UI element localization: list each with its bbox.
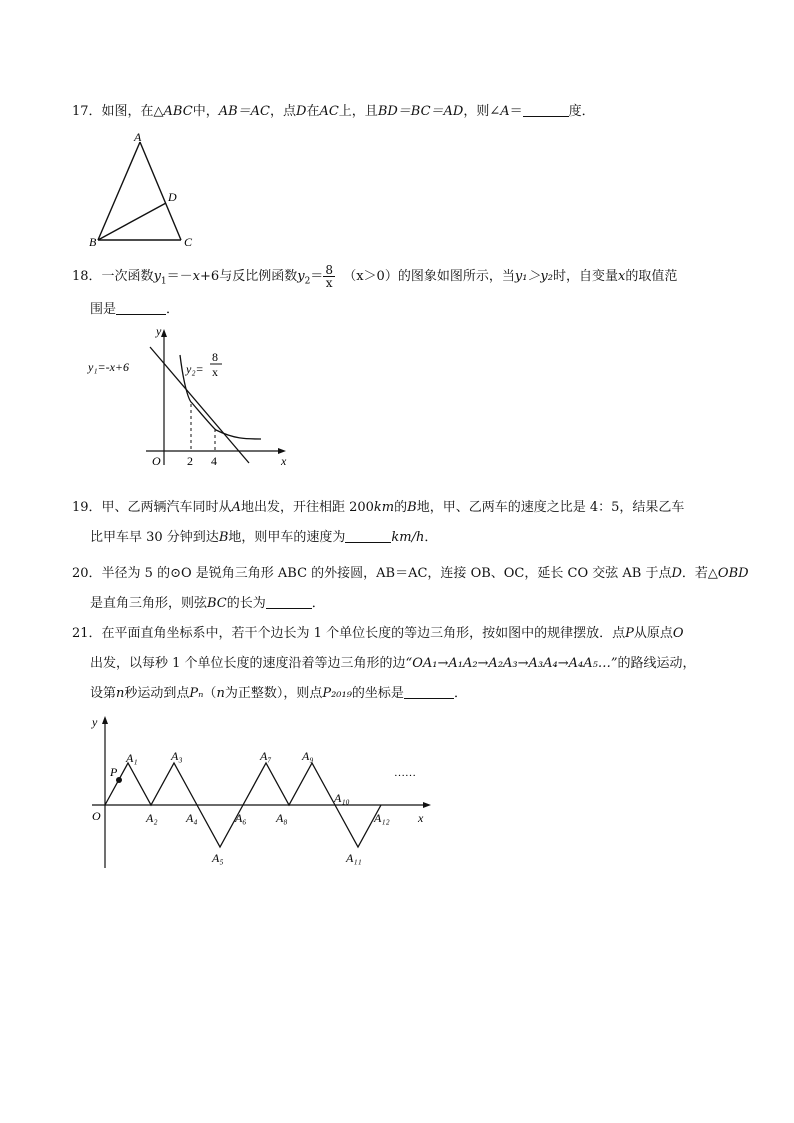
label-a2: A₂ (146, 811, 158, 825)
tick-4-label: 4 (211, 454, 217, 468)
question-18-line-1: 18．一次函数$y_1=-x+6$与反比例函数$y_2=$ $\frac{8}{x}$ （x＞0）的图象如图所示，当y₁＞y₂时，自变量x的取值范 (72, 263, 678, 290)
curve-label-den: x (212, 365, 218, 379)
vertex-d-label: D (168, 190, 177, 204)
question-19-line-2: 比甲车早 30 分钟到达B地，则甲车的速度为 km/h． (90, 530, 438, 545)
question-20-line-1: 20．半径为 5 的⊙O 是锐角三角形 ABC 的外接圆，AB＝AC，连接 OB、OC，延长 CO 交弦 AB 于点D．若△OBD (72, 566, 749, 581)
y-axis-label: y (92, 715, 98, 729)
label-a3: A₃ (171, 749, 183, 763)
tick-2-label: 2 (187, 454, 193, 468)
question-17-line-1: 17．如图，在△ABC中，AB＝AC，点D在AC上，且BD＝BC＝AD，则∠A＝ 度． (72, 104, 595, 119)
triangle-path-figure (88, 712, 438, 872)
label-a6: A₆ (235, 811, 247, 825)
dots-label: …… (394, 767, 416, 779)
label-a4: A₄ (186, 811, 198, 825)
point-p-label: P (110, 765, 118, 779)
vertex-c-label: C (184, 235, 193, 249)
answer-blank[interactable] (116, 302, 166, 315)
label-a7: A₇ (260, 749, 272, 763)
answer-blank[interactable] (523, 104, 569, 117)
vertex-a-label: A (134, 130, 142, 144)
label-a11: A₁₁ (346, 851, 362, 865)
question-number: 18 (72, 269, 89, 284)
triangle-figure (88, 128, 198, 252)
question-20-line-2: 是直角三角形，则弦BC的长为 ． (90, 596, 325, 611)
label-a8: A₈ (276, 811, 288, 825)
curve-label-num: 8 (212, 350, 218, 364)
fraction-8-over-x: $\frac{8}{x}$ (325, 263, 333, 290)
question-number: 20 (72, 566, 89, 581)
x-axis-label: x (281, 454, 287, 468)
label-a1: A₁ (126, 751, 138, 765)
question-21-line-3: 设第n秒运动到点Pₙ（n为正整数），则点P₂₀₁₉的坐标是 ． (90, 686, 467, 701)
x-axis-label: x (418, 811, 424, 825)
question-number: 19 (72, 500, 89, 515)
label-a10: A₁₀ (334, 791, 350, 805)
question-number: 21 (72, 626, 89, 641)
label-a5: A₅ (212, 851, 224, 865)
origin-label: O (152, 454, 161, 468)
answer-blank[interactable] (345, 530, 391, 543)
question-18-line-2: 围是 ． (90, 302, 180, 317)
label-a12: A₁₂ (374, 811, 390, 825)
question-21-line-1: 21．在平面直角坐标系中，若干个边长为 1 个单位长度的等边三角形，按如图中的规律摆放．点P从原点O (72, 626, 684, 641)
answer-blank[interactable] (266, 596, 312, 609)
curve-label-y2: y₂= (186, 362, 204, 376)
answer-blank[interactable] (404, 686, 454, 699)
origin-label: O (92, 809, 101, 823)
function-graph (86, 325, 296, 473)
question-number: 17 (72, 104, 89, 119)
question-19-line-1: 19．甲、乙两辆汽车同时从A地出发，开往相距 200km的B地，甲、乙两车的速度之比是 4：5，结果乙车 (72, 500, 685, 515)
label-a9: A₉ (302, 749, 314, 763)
y-axis-label: y (156, 324, 162, 338)
vertex-b-label: B (89, 235, 97, 249)
line-label-y1: y₁=-x+6 (88, 360, 130, 374)
question-21-line-2: 出发，以每秒 1 个单位长度的速度沿着等边三角形的边“OA₁→A₁A₂→A₂A₃→A₃A₄→A₄A₅…”的路线运动， (90, 656, 696, 671)
